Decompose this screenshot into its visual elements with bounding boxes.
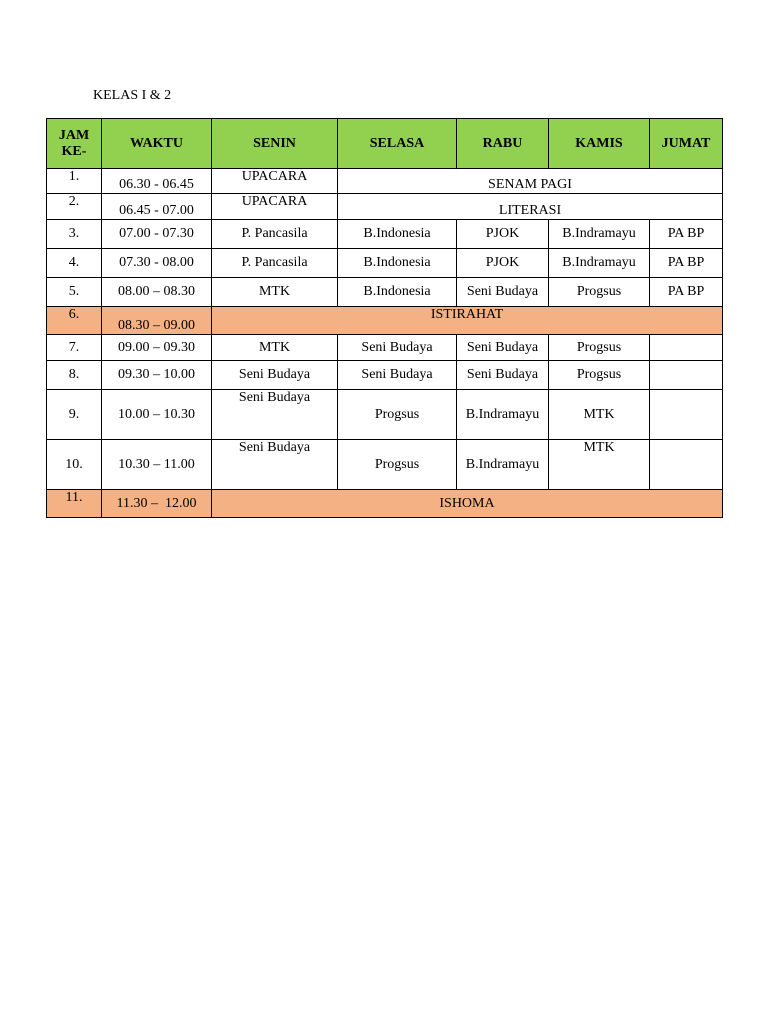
cell-time: 09.00 – 09.30: [102, 335, 212, 361]
cell-rabu: Seni Budaya: [457, 335, 549, 361]
cell-time: 06.30 - 06.45: [102, 169, 212, 194]
header-jumat: JUMAT: [650, 119, 723, 169]
table-row: [47, 440, 723, 490]
cell-jumat: PA BP: [650, 278, 723, 307]
cell-time: 09.30 – 10.00: [102, 361, 212, 390]
cell-senin: UPACARA: [212, 169, 338, 194]
cell-no: 11.: [47, 490, 102, 518]
cell-kamis: Progsus: [549, 361, 650, 390]
cell-time: 10.30 – 11.00: [102, 440, 212, 490]
cell-no: 5.: [47, 278, 102, 307]
cell-kamis: Progsus: [549, 278, 650, 307]
cell-time: 08.30 – 09.00: [102, 307, 212, 335]
cell-no: 7.: [47, 335, 102, 361]
table-row: [47, 390, 723, 440]
cell-time: 10.00 – 10.30: [102, 390, 212, 440]
cell-no: 4.: [47, 249, 102, 278]
cell-senin: MTK: [212, 278, 338, 307]
cell-jumat: [650, 390, 723, 440]
cell-senin: MTK: [212, 335, 338, 361]
cell-span: SENAM PAGI: [338, 169, 723, 194]
cell-kamis: MTK: [549, 390, 650, 440]
header-jam: JAM KE-: [47, 119, 102, 169]
cell-rabu: Seni Budaya: [457, 278, 549, 307]
cell-time: 06.45 - 07.00: [102, 194, 212, 220]
cell-rabu: Seni Budaya: [457, 361, 549, 390]
table-row: [47, 361, 723, 390]
header-senin: SENIN: [212, 119, 338, 169]
cell-no: 6.: [47, 307, 102, 335]
cell-no: 10.: [47, 440, 102, 490]
cell-senin: UPACARA: [212, 194, 338, 220]
cell-no: 2.: [47, 194, 102, 220]
cell-senin: P. Pancasila: [212, 220, 338, 249]
cell-selasa: Seni Budaya: [338, 361, 457, 390]
cell-kamis: MTK: [549, 440, 650, 490]
cell-rabu: PJOK: [457, 220, 549, 249]
cell-time: 11.30 – 12.00: [102, 490, 212, 518]
cell-jumat: [650, 440, 723, 490]
cell-senin: Seni Budaya: [212, 440, 338, 490]
cell-jumat: PA BP: [650, 249, 723, 278]
cell-selasa: Seni Budaya: [338, 335, 457, 361]
table-row: [47, 249, 723, 278]
cell-time: 07.30 - 08.00: [102, 249, 212, 278]
cell-rabu: B.Indramayu: [457, 440, 549, 490]
cell-rabu: PJOK: [457, 249, 549, 278]
cell-kamis: B.Indramayu: [549, 249, 650, 278]
header-selasa: SELASA: [338, 119, 457, 169]
cell-no: 9.: [47, 390, 102, 440]
cell-span: LITERASI: [338, 194, 723, 220]
cell-no: 8.: [47, 361, 102, 390]
cell-selasa: B.Indonesia: [338, 220, 457, 249]
cell-no: 3.: [47, 220, 102, 249]
document-title: KELAS I & 2: [93, 88, 172, 103]
cell-senin: Seni Budaya: [212, 390, 338, 440]
cell-no: 1.: [47, 169, 102, 194]
table-row: [47, 335, 723, 361]
cell-selasa: Progsus: [338, 440, 457, 490]
cell-time: 08.00 – 08.30: [102, 278, 212, 307]
cell-jumat: [650, 335, 723, 361]
schedule-table: [46, 118, 723, 518]
cell-span: ISTIRAHAT: [212, 307, 723, 335]
cell-kamis: Progsus: [549, 335, 650, 361]
cell-selasa: B.Indonesia: [338, 249, 457, 278]
table-row: [47, 169, 723, 194]
break-row: [47, 490, 723, 518]
header-row: [47, 119, 723, 169]
header-kamis: KAMIS: [549, 119, 650, 169]
cell-selasa: B.Indonesia: [338, 278, 457, 307]
cell-rabu: B.Indramayu: [457, 390, 549, 440]
cell-selasa: Progsus: [338, 390, 457, 440]
cell-senin: P. Pancasila: [212, 249, 338, 278]
cell-time: 07.00 - 07.30: [102, 220, 212, 249]
cell-jumat: [650, 361, 723, 390]
cell-span: ISHOMA: [212, 490, 723, 518]
cell-kamis: B.Indramayu: [549, 220, 650, 249]
break-row: [47, 307, 723, 335]
cell-jumat: PA BP: [650, 220, 723, 249]
cell-senin: Seni Budaya: [212, 361, 338, 390]
table-row: [47, 220, 723, 249]
header-waktu: WAKTU: [102, 119, 212, 169]
table-row: [47, 278, 723, 307]
header-rabu: RABU: [457, 119, 549, 169]
table-row: [47, 194, 723, 220]
